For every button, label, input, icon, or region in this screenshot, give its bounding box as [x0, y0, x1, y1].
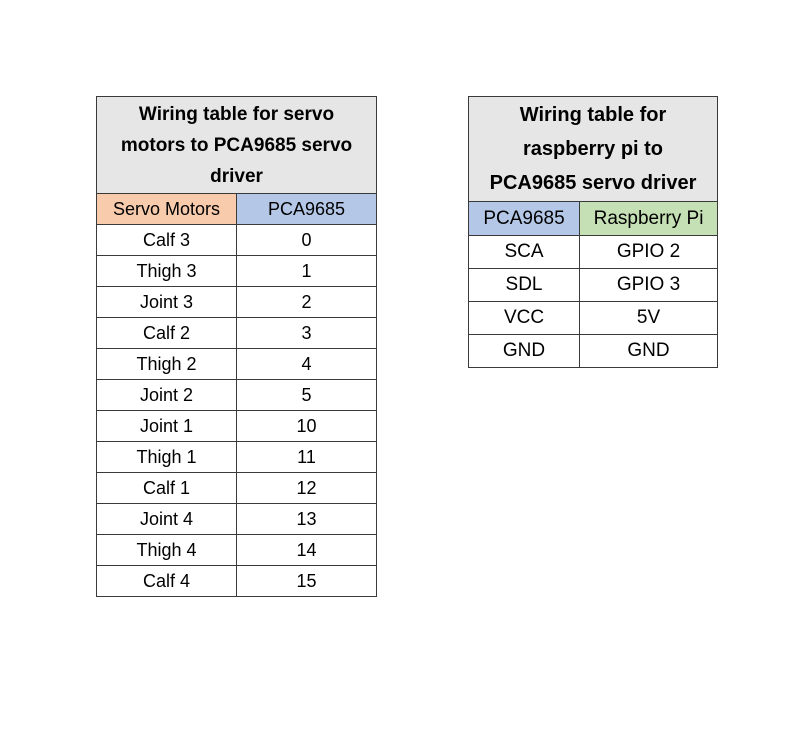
- table-row: [469, 269, 718, 302]
- pca9685-channel-cell: 2: [237, 287, 377, 318]
- pi-table-header-row: [469, 202, 718, 236]
- servo-motor-cell: Thigh 3: [97, 256, 237, 287]
- raspberry-pi-wiring-table: [468, 96, 718, 368]
- pi-table-title-row: [469, 97, 718, 202]
- pca9685-channel-cell: 13: [237, 504, 377, 535]
- servo-motor-cell: Calf 3: [97, 225, 237, 256]
- table-row: [97, 535, 377, 566]
- pca9685-pin-cell: SDL: [469, 269, 580, 302]
- pca9685-header: PCA9685: [469, 202, 580, 236]
- servo-motor-cell: Calf 1: [97, 473, 237, 504]
- pca9685-channel-cell: 12: [237, 473, 377, 504]
- servo-table-body: [97, 97, 377, 597]
- raspberry-pi-pin-cell: GPIO 2: [580, 236, 718, 269]
- pca9685-channel-cell: 0: [237, 225, 377, 256]
- servo-motor-cell: Thigh 1: [97, 442, 237, 473]
- table-row: [469, 236, 718, 269]
- pi-table-title: Wiring table for raspberry pi to PCA9685 servo driver: [469, 97, 718, 202]
- table-row: [97, 411, 377, 442]
- pca9685-channel-cell: 4: [237, 349, 377, 380]
- pca9685-channel-cell: 11: [237, 442, 377, 473]
- servo-wiring-table: [96, 96, 377, 597]
- servo-motor-cell: Calf 4: [97, 566, 237, 597]
- table-row: [469, 302, 718, 335]
- pca9685-channel-cell: 3: [237, 318, 377, 349]
- pca9685-channel-cell: 15: [237, 566, 377, 597]
- table-row: [97, 473, 377, 504]
- raspberry-pi-pin-cell: 5V: [580, 302, 718, 335]
- servo-motor-cell: Joint 1: [97, 411, 237, 442]
- pca9685-pin-cell: GND: [469, 335, 580, 368]
- table-row: [97, 318, 377, 349]
- servo-motors-header: Servo Motors: [97, 194, 237, 225]
- servo-table-header-row: [97, 194, 377, 225]
- table-row: [97, 287, 377, 318]
- table-row: [469, 335, 718, 368]
- raspberry-pi-pin-cell: GPIO 3: [580, 269, 718, 302]
- servo-motor-cell: Thigh 2: [97, 349, 237, 380]
- pca9685-channel-cell: 1: [237, 256, 377, 287]
- table-row: [97, 566, 377, 597]
- table-row: [97, 504, 377, 535]
- pca9685-channel-cell: 14: [237, 535, 377, 566]
- pi-table-body: [469, 97, 718, 368]
- table-row: [97, 256, 377, 287]
- pca9685-header: PCA9685: [237, 194, 377, 225]
- pca9685-pin-cell: VCC: [469, 302, 580, 335]
- table-row: [97, 380, 377, 411]
- pca9685-pin-cell: SCA: [469, 236, 580, 269]
- servo-motor-cell: Joint 2: [97, 380, 237, 411]
- raspberry-pi-pin-cell: GND: [580, 335, 718, 368]
- table-row: [97, 225, 377, 256]
- pca9685-channel-cell: 10: [237, 411, 377, 442]
- servo-table-title-row: [97, 97, 377, 194]
- raspberry-pi-header: Raspberry Pi: [580, 202, 718, 236]
- servo-motor-cell: Joint 3: [97, 287, 237, 318]
- servo-motor-cell: Thigh 4: [97, 535, 237, 566]
- servo-table-title: Wiring table for servo motors to PCA9685 servo driver: [97, 97, 377, 194]
- servo-motor-cell: Joint 4: [97, 504, 237, 535]
- table-row: [97, 349, 377, 380]
- table-row: [97, 442, 377, 473]
- servo-motor-cell: Calf 2: [97, 318, 237, 349]
- pca9685-channel-cell: 5: [237, 380, 377, 411]
